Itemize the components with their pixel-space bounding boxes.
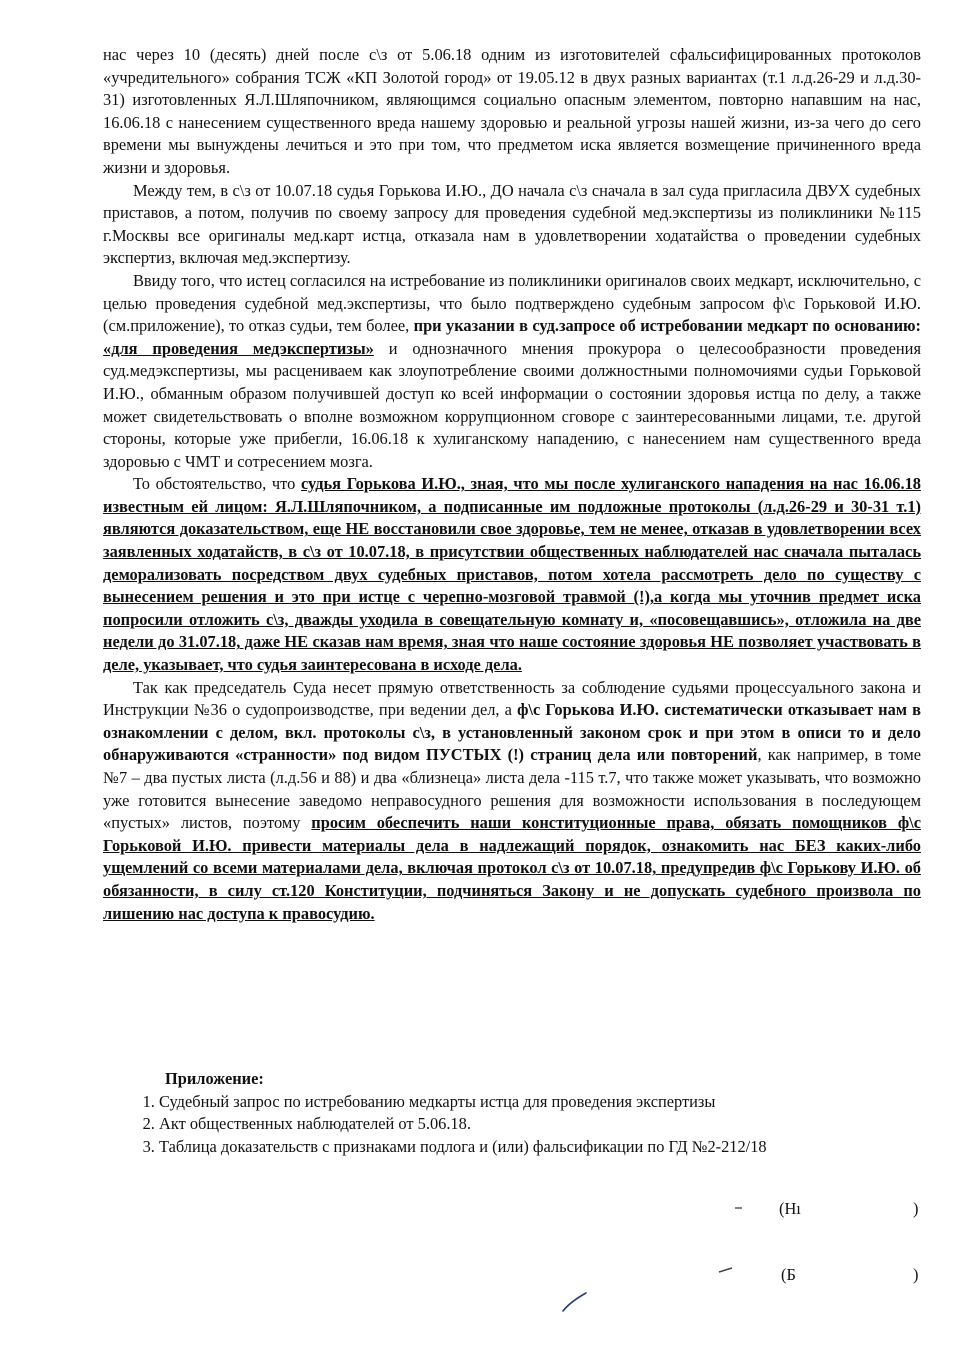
signature-mark-1 [734, 1205, 744, 1211]
appendix-title: Приложение: [165, 1069, 264, 1088]
document-body [103, 44, 921, 925]
paragraph-3-bold-underlined: «для проведения медэкспертизы» [103, 338, 374, 358]
signature-mark-2 [718, 1266, 734, 1274]
appendix [103, 1068, 921, 1158]
handwritten-stroke [560, 1290, 590, 1314]
paragraph-5-text-a: Так как председатель Суда несет прямую ответственность за соблюдение судьями процессуального закона и Инструкции №36 о судопроизводстве, при ведении дел, а [103, 677, 921, 720]
paragraph-2: Между тем, в с\з от 10.07.18 судья Горькова И.Ю., ДО начала с\з сначала в зал суда пригласила ДВУХ судебных приставов, а потом, получив по своему запросу для проведения судебной мед.экспертизы из поликлиники №115 г.Москвы все оригиналы мед.карт истца, отказала нам в удовлетворении ходатайства о проведении судебных экспертиз, включая мед.экспертизу. [103, 180, 921, 268]
paragraph-3-text-d: и однозначного мнения прокурора о целесообразности проведения суд.медэкспертизы, мы расцениваем как злоупотребление своими должностными полномочиями судьи Горьковой И.Ю., обманным образом получившей доступ ко всей информации о состоянии здоровья истца по делу, а также может свидетельствовать о вполне возможном коррупционном сговоре с заинтересованными лицами, т.е. другой стороны, которые уже прибегли, 16.06.18 к хулиганскому нападению, с нанесением нам существенного вреда здоровью с ЧМТ и сотресением мозга. [103, 338, 921, 471]
paragraph-3 [103, 270, 921, 473]
appendix-item: 1. Судебный запрос по истребованию медкарты истца для проведения экспертизы [159, 1091, 921, 1114]
appendix-list [103, 1091, 921, 1159]
paragraph-4-bold-underlined: судья Горькова И.Ю., зная, что мы после хулиганского нападения на нас 16.06.18 известным ей лицом: Я.Л.Шляпочником, а подписанные им подложные протоколы (л.д.26-29 и 30-31 т.1) являются доказательством, еще НЕ восстановили свое здоровье, тем не менее, отказав в удовлетворении всех заявленных ходатайств, в с\з от 10.07.18, в присутствии общественных наблюдателей нас сначала пыталась деморализовать посредством двух судебных приставов, потом хотела рассмотреть дело по существу с вынесением решения и это при истце с черепно-мозговой травмой (!),а когда мы уточнив предмет иска попросили отложить с\з, дважды уходила в совещательную комнату и, «посовещавшись», отложила на две недели до 31.07.18, даже НЕ сказав нам время, зная что наше состояние здоровья НЕ позволяет участвовать в деле, указывает, что судья заинтересована в исходе дела. [103, 474, 921, 675]
signature-name-1: (Нı [779, 1199, 801, 1218]
signature-close-1: ) [913, 1199, 919, 1218]
paragraph-5-bold-underlined: просим обеспечить наши конституционные права, обязать помощников ф\с Горьковой И.Ю. привести материалы дела в надлежащий порядок, ознакомить нас БЕЗ каких-либо ущемлений со всеми материалами дела, включая протокол с\з от 10.07.18, предупредив ф\с Горькову И.Ю. об обязанности, в силу ст.120 Конституции, подчиняться Закону и не допускать судебного произвола по лишению нас доступа к правосудию. [103, 813, 921, 923]
paragraph-4 [103, 473, 921, 676]
appendix-item: 2. Акт общественных наблюдателей от 5.06.18. [159, 1113, 921, 1136]
paragraph-4-text-a: То обстоятельство, что [133, 474, 301, 494]
paragraph-3-text-a: Ввиду того, что истец согласился на истребование из поликлиники оригиналов своих медкарт, исключительно, с целью проведения судебной мед.экспертизы, что было подтверждено судебным запросом ф\с Горьковой И.Ю. (см.приложение), то отказ судьи, тем более, [103, 270, 921, 336]
paragraph-3-bold: при указании в суд.запросе об истребовании медкарт по основанию: [413, 316, 921, 336]
paragraph-1: нас через 10 (десять) дней после с\з от 5.06.18 одним из изготовителей сфальсифицированных протоколов «учредительного» собрания ТСЖ «КП Золотой город» от 19.05.12 в двух разных вариантах (т.1 л.д.26-29 и л.д.30-31) изготовленных Я.Л.Шляпочником, являющимся социально опасным элементом, повторно напавшим на нас, 16.06.18 с нанесением существенного вреда нашему здоровью и реальной угрозы нашей жизни, из-за чего до сего времени мы вынуждены лечиться и это при том, что предметом иска является возмещение причиненного вреда жизни и здоровья. [103, 45, 921, 177]
appendix-item: 3. Таблица доказательств с признаками подлога и (или) фальсификации по ГД №2-212/18 [159, 1136, 921, 1159]
paragraph-5-bold: ф\с Горькова И.Ю. систематически отказывает нам в ознакомлении с делом, вкл. протоколы с\з, в установленный законом срок и при этом в описи то и дело обнаруживаются «странности» под видом ПУСТЫХ (!) страниц дела или повторений [103, 700, 921, 765]
paragraph-5-text-c: , как например, в томе №7 – два пустых листа (л.д.56 и 88) и два «близнеца» листа дела -115 т.7, что также может указывать, что возможно уже готовится вынесение заведомо неправосудного решения для возможности использования в последующем «пустых» листов, поэтому [103, 745, 922, 833]
signature-close-2: ) [913, 1265, 919, 1284]
paragraph-5 [103, 677, 921, 926]
signature-name-2: (Б [781, 1265, 796, 1284]
